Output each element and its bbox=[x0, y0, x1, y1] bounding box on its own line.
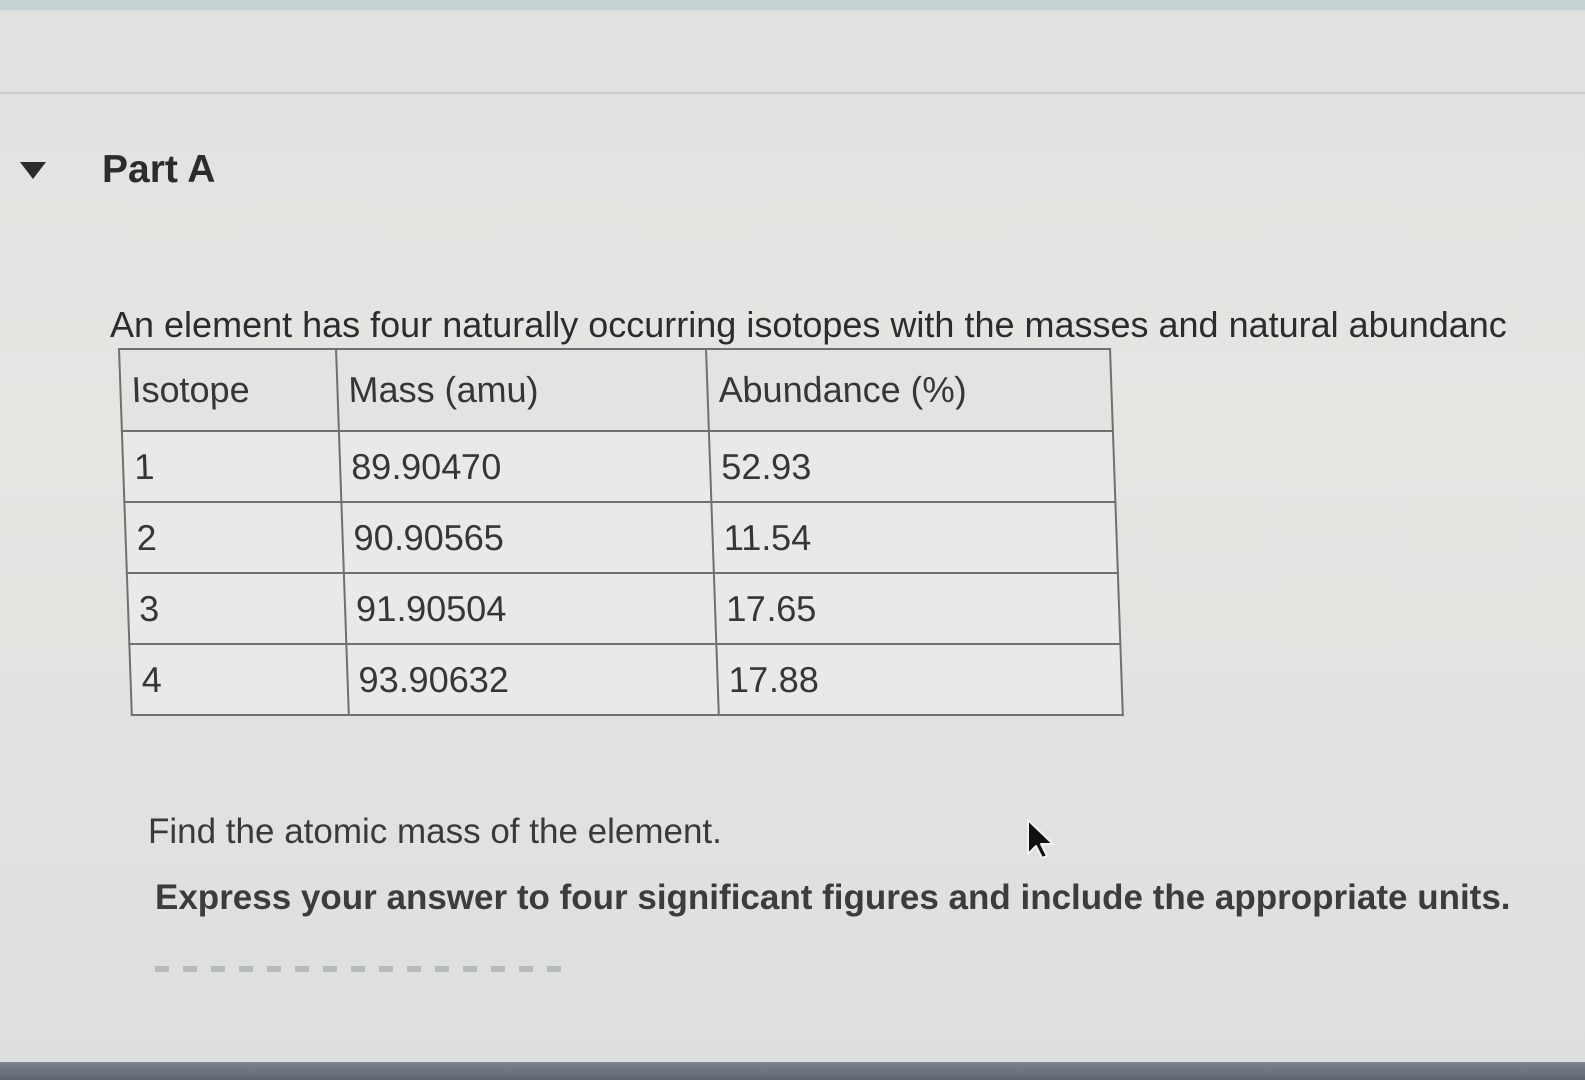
table-row bbox=[129, 644, 1122, 715]
table-header-row bbox=[119, 349, 1113, 431]
header-mass: Mass (amu) bbox=[336, 349, 709, 431]
cell-abundance: 11.54 bbox=[711, 502, 1117, 573]
cell-mass: 91.90504 bbox=[344, 573, 716, 644]
cell-mass: 89.90470 bbox=[339, 431, 711, 502]
cell-isotope: 3 bbox=[127, 573, 346, 644]
bottom-strip bbox=[0, 1062, 1585, 1080]
cell-abundance: 17.65 bbox=[714, 573, 1120, 644]
table-row bbox=[127, 573, 1120, 644]
part-header[interactable] bbox=[20, 145, 215, 195]
answer-instruction: Express your answer to four significant figures and include the appropriate units. bbox=[155, 878, 1511, 917]
caret-down-icon[interactable] bbox=[20, 162, 46, 179]
cell-isotope: 2 bbox=[124, 502, 343, 573]
mouse-cursor-icon bbox=[1026, 818, 1056, 860]
problem-intro: An element has four naturally occurring isotopes with the masses and natural abundanc bbox=[110, 304, 1507, 345]
part-title: Part A bbox=[102, 148, 216, 191]
cell-isotope: 4 bbox=[129, 644, 348, 715]
cell-mass: 93.90632 bbox=[346, 644, 718, 715]
isotope-table bbox=[118, 348, 1124, 716]
question-prompt: Find the atomic mass of the element. bbox=[148, 812, 722, 851]
top-strip bbox=[0, 0, 1585, 10]
header-abundance: Abundance (%) bbox=[706, 349, 1113, 431]
section-divider bbox=[0, 92, 1585, 94]
header-isotope: Isotope bbox=[119, 349, 339, 431]
cell-abundance: 52.93 bbox=[709, 431, 1115, 502]
cell-abundance: 17.88 bbox=[716, 644, 1122, 715]
table-row bbox=[124, 502, 1117, 573]
cell-mass: 90.90565 bbox=[341, 502, 713, 573]
cell-isotope: 1 bbox=[122, 431, 341, 502]
answer-area-hint bbox=[155, 966, 575, 972]
table-row bbox=[122, 431, 1115, 502]
